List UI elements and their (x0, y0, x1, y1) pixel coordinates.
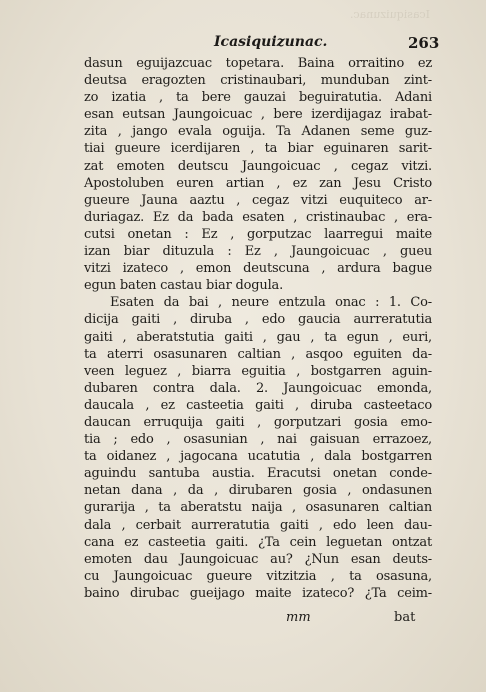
text-line: cutsi onetan : Ez , gorputzac laarregui maite (84, 226, 432, 242)
text-line: dasun eguijazcuac topetara. Baina orraitino ez (84, 56, 432, 71)
running-title: Icasiquizunac. (214, 34, 328, 50)
text-line: zita , jango evala oguija. Ta Adanen seme guz- (84, 124, 432, 140)
text-line: emoten dau Jaungoicuac au? ¿Nun esan deuts- (84, 551, 432, 567)
page-footer (0, 610, 486, 628)
text-line: gaiti , aberatstutia gaiti , gau , ta egun , euri, (84, 329, 432, 345)
text-line: Esaten da bai , neure entzula onac : 1. Co- (110, 295, 432, 311)
text-line: esan eutsan Jaungoicuac , bere izerdijagaz irabat- (84, 107, 432, 123)
text-line: duriagaz. Ez da bada esaten , cristinaubac , era- (84, 209, 432, 225)
text-line: baino dirubac gueijago maite izateco? ¿Ta ceim- (84, 585, 432, 601)
text-line: dubaren contra dala. 2. Jaungoicuac emonda, (84, 380, 432, 396)
text-line: gueure Jauna aaztu , cegaz vitzi euquiteco ar- (84, 192, 432, 208)
bleed-through-text: Icasiquizunac. (349, 8, 430, 21)
text-line: daucan erruquija gaiti , gorputzari gosia emo- (84, 414, 432, 430)
text-line: tia ; edo , osasunian , nai gaisuan errazoez, (84, 432, 432, 448)
text-line: vitzi izateco , emon deutscuna , ardura bague (84, 261, 432, 277)
text-line: veen leguez , biarra eguitia , bostgarren aguin- (84, 363, 432, 379)
text-line: dicija gaiti , diruba , edo gaucia aurreratutia (84, 312, 432, 328)
text-line: netan dana , da , dirubaren gosia , ondasunen (84, 483, 432, 499)
text-line: egun baten castau biar dogula. (84, 278, 284, 294)
text-line: gurarija , ta aberatstu naija , osasunaren caltian (84, 500, 432, 516)
catchword: bat (394, 610, 416, 625)
text-line: daucala , ez casteetia gaiti , diruba casteetaco (84, 397, 432, 413)
text-line: ta aterri osasunaren caltian , asqoo eguiten da- (84, 346, 432, 362)
body-text (84, 55, 432, 602)
page-number: 263 (408, 34, 440, 52)
text-line: deutsa eragozten cristinaubari, munduban zint- (84, 73, 432, 89)
text-line: zo izatia , ta bere gauzai beguiratutia. Adani (84, 90, 432, 106)
text-line: zat emoten deutscu Jaungoicuac , cegaz vitzi. (84, 158, 432, 174)
text-line: cana ez casteetia gaiti. ¿Ta cein leguetan ontzat (84, 534, 432, 550)
text-line: cu Jaungoicuac gueure vitzitzia , ta osasuna, (84, 568, 432, 584)
text-line: ta oidanez , jagocana ucatutia , dala bostgarren (84, 449, 432, 465)
signature-mark: mm (286, 610, 311, 625)
text-line: izan biar dituzula : Ez , Jaungoicuac , gueu (84, 244, 432, 260)
text-line: Apostoluben euren artian , ez zan Jesu Cristo (84, 175, 432, 191)
page-header (0, 34, 486, 54)
text-line: tiai gueure icerdijaren , ta biar eguinaren sarit- (84, 141, 432, 157)
text-line: aguindu santuba austia. Eracutsi onetan conde- (84, 466, 432, 482)
text-line: dala , cerbait aurreratutia gaiti , edo leen dau- (84, 517, 432, 533)
